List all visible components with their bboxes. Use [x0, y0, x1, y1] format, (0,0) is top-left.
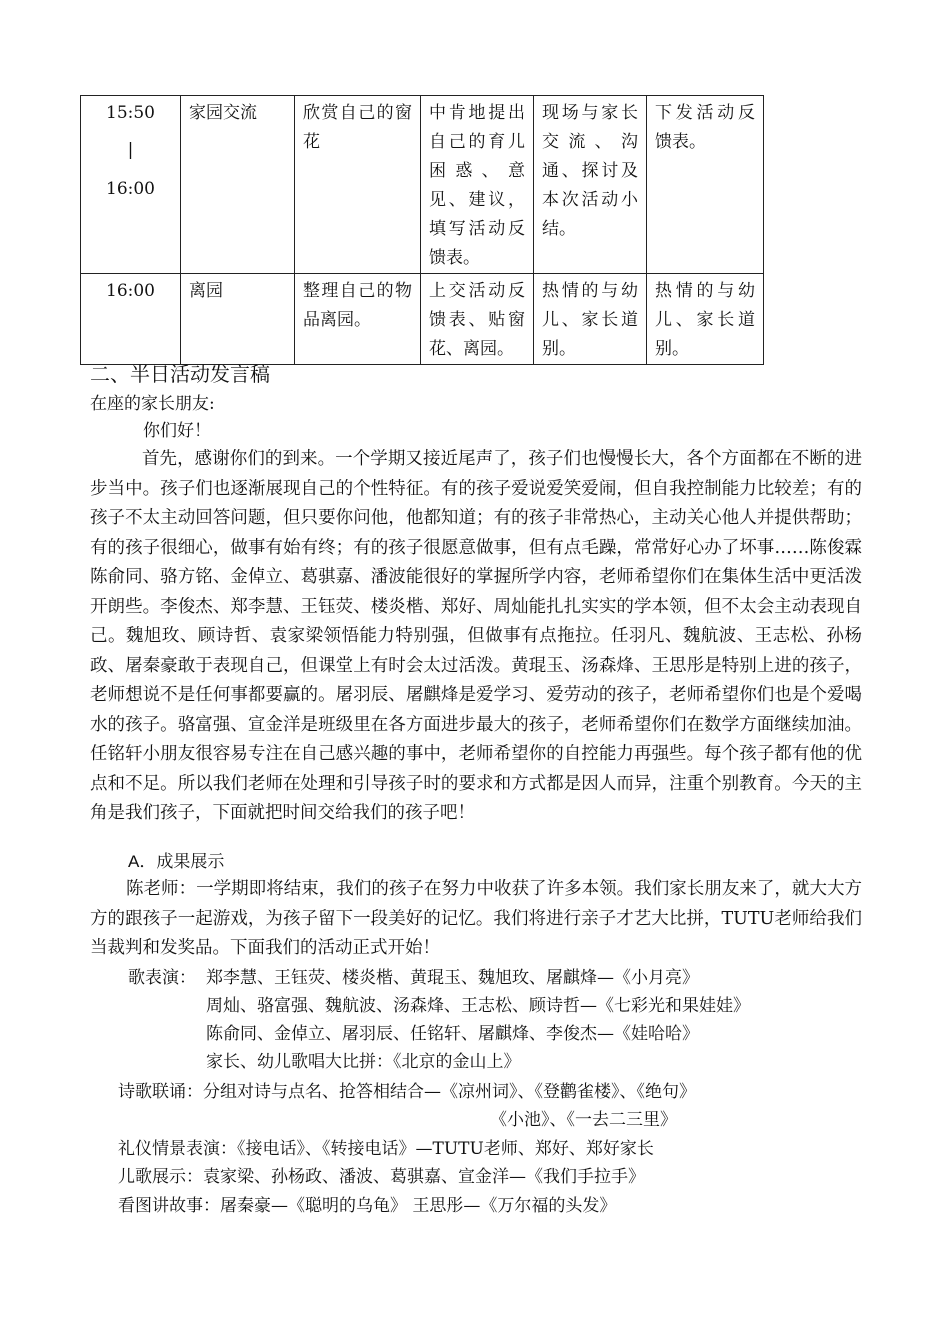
parent-activity-cell: 现场与家长交流、沟通、探讨及本次活动小结。: [534, 96, 647, 274]
song-label: 歌表演：: [128, 968, 196, 988]
subsection-heading: A．成果展示: [128, 852, 225, 871]
time-separator: |: [127, 140, 134, 160]
speech-body-paragraph: 首先，感谢你们的到来。一个学期又接近尾声了，孩子们也慢慢长大，各个方面都在不断的进步当中。孩子们也逐渐展现自己的个性特征。有的孩子爱说爱笑爱闹，但自我控制能力比较差；有的孩子不太主动回答问题，但只要你问他，他都知道；有的孩子非常热心，主动关心他人并提供帮助；有的孩子很细心，做事有始有终；有的孩子很愿意做事，但有点毛躁，常常好心办了坏事……陈俊霖陈俞同、骆方铭、金倬立、葛骐嘉、潘波能很好的掌握所学内容，老师希望你们在集体生活中更活泼开朗些。李俊杰、郑李慧、王钰荧、楼炎楷、郑好、周灿能扎扎实实的学本领，但不太会主动表现自己。魏旭玫、顾诗哲、袁家梁领悟能力特别强，但做事有点拖拉。任羽凡、魏航波、王志松、孙杨政、屠秦豪敢于表现自己，但课堂上有时会太过活泼。黄琨玉、汤森烽、王思彤是特别上进的孩子，老师想说不是任何事都要赢的。屠羽辰、屠麒烽是爱学习、爱劳动的孩子，老师希望你们也是个爱喝水的孩子。骆富强、宣金洋是班级里在各方面进步最大的孩子，老师希望你们在数学方面继续加油。任铭轩小朋友很容易专注在自己感兴趣的事中，老师希望你的自控能力再强些。每个孩子都有他的优点和不足。所以我们老师在处理和引导孩子时的要求和方式都是因人而异，注重个别教育。今天的主角是我们孩子，下面就把时间交给我们的孩子吧！: [90, 449, 862, 823]
time-cell: [81, 96, 181, 274]
schedule-table: [80, 95, 764, 365]
teacher-activity-cell: 热情的与幼儿、家长道别。: [647, 274, 764, 365]
program-item: 儿歌展示：袁家梁、孙杨政、潘波、葛骐嘉、宣金洋—《我们手拉手》: [118, 1167, 645, 1187]
time-end: 16:00: [106, 179, 155, 199]
teacher-activity-cell: 下发活动反馈表。: [647, 96, 764, 274]
program-item: 家长、幼儿歌唱大比拼：《北京的金山上》: [206, 1052, 521, 1072]
greeting: 在座的家长朋友:: [90, 394, 215, 414]
time-start: 15:50: [106, 103, 155, 123]
program-item: 陈俞同、金倬立、屠羽辰、任铭轩、屠麒烽、李俊杰—《娃哈哈》: [206, 1024, 699, 1044]
program-item: 郑李慧、王钰荧、楼炎楷、黄琨玉、魏旭玫、屠麒烽—《小月亮》: [206, 968, 699, 988]
program-item: 诗歌联诵：分组对诗与点名、抢答相结合—《凉州词》、《登鹳雀楼》、《绝句》: [118, 1082, 696, 1102]
table-row: [81, 274, 764, 365]
content-cell: 整理自己的物品离园。: [295, 274, 421, 365]
table-row: [81, 96, 764, 274]
child-activity-cell: 上交活动反馈表、贴窗花、离园。: [421, 274, 534, 365]
segment-cell: 家园交流: [181, 96, 295, 274]
program-item: 周灿、骆富强、魏航波、汤森烽、王志松、顾诗哲—《七彩光和果娃娃》: [206, 996, 750, 1016]
program-item: 《小池》、《一去二三里》: [490, 1110, 677, 1130]
time-cell: 16:00: [81, 274, 181, 365]
content-cell: 欣赏自己的窗花: [295, 96, 421, 274]
child-activity-cell: 中肯地提出自己的育儿困惑、意见、建议，填写活动反馈表。: [421, 96, 534, 274]
program-item: 礼仪情景表演：《接电话》、《转接电话》—TUTU老师、郑好、郑好家长: [118, 1139, 654, 1159]
segment-cell: 离园: [181, 274, 295, 365]
program-item: 看图讲故事：屠秦豪—《聪明的乌龟》 王思彤—《万尔福的头发》: [118, 1196, 617, 1216]
section-title: 二、半日活动发言稿: [90, 362, 270, 386]
parent-activity-cell: 热情的与幼儿、家长道别。: [534, 274, 647, 365]
hello-line: 你们好！: [143, 421, 211, 441]
intro-paragraph: 陈老师：一学期即将结束，我们的孩子在努力中收获了许多本领。我们家长朋友来了，就大大方方的跟孩子一起游戏，为孩子留下一段美好的记忆。我们将进行亲子才艺大比拼，TUTU老师给我们当裁判和发奖品。下面我们的活动正式开始！: [90, 879, 862, 958]
